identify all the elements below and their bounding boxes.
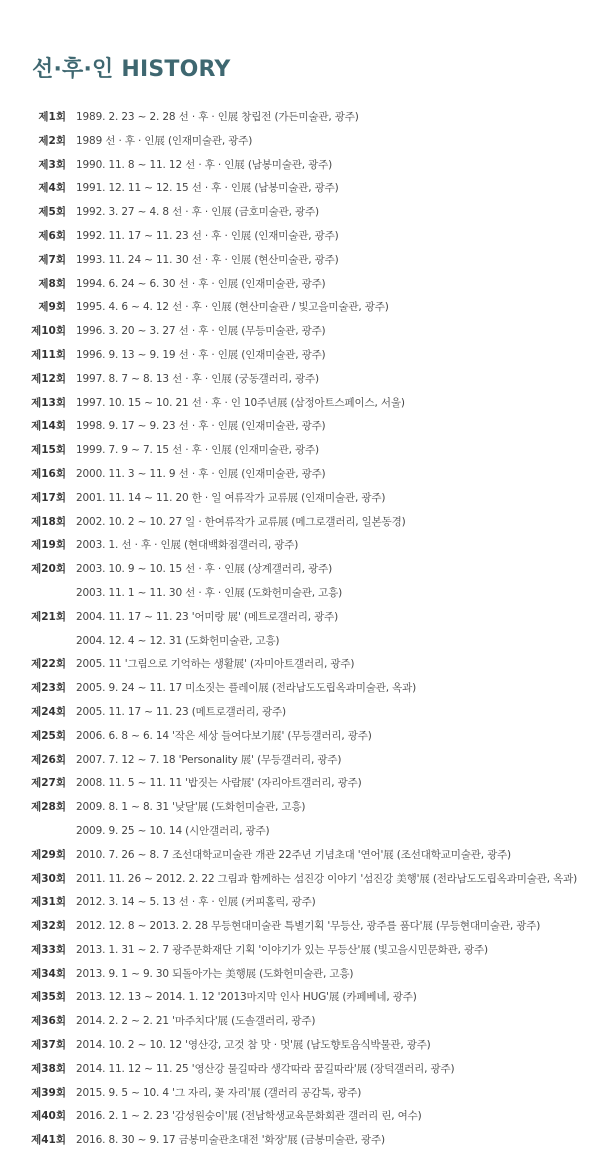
page-title: 선·후·인 HISTORY xyxy=(32,57,231,82)
history-row xyxy=(0,415,600,439)
exhibition-number: 제6회 xyxy=(38,229,66,242)
history-row xyxy=(0,511,600,535)
exhibition-number: 제27회 xyxy=(31,777,66,790)
history-row xyxy=(0,463,600,487)
history-row xyxy=(0,820,600,844)
exhibition-number: 제28회 xyxy=(31,801,66,814)
exhibition-number: 제1회 xyxy=(38,111,66,123)
exhibition-number: 제41회 xyxy=(31,1134,66,1147)
history-row xyxy=(0,1010,600,1034)
exhibition-detail: 2015. 9. 5 ~ 10. 4 '그 자리, 꽃 자리'展 (갤러리 공감톡, 광주) xyxy=(76,1086,362,1099)
exhibition-detail: 2014. 10. 2 ~ 10. 12 '영산강, 고것 참 맛 · 멋'展 (남도향토음식박물관, 광주) xyxy=(76,1039,431,1052)
exhibition-number: 제26회 xyxy=(31,753,66,766)
history-row xyxy=(0,130,600,154)
exhibition-detail: 2006. 6. 8 ~ 6. 14 '작은 세상 들여다보기展' (무등갤러리, 광주) xyxy=(76,729,372,742)
history-row xyxy=(0,368,600,392)
history-row xyxy=(0,273,600,297)
exhibition-number: 제19회 xyxy=(31,539,66,552)
exhibition-number: 제13회 xyxy=(31,396,66,409)
exhibition-detail: 2012. 3. 14 ~ 5. 13 선 · 후 · 인展 (커피홀릭, 광주) xyxy=(76,896,316,909)
exhibition-number: 제9회 xyxy=(38,301,66,314)
exhibition-number: 제15회 xyxy=(31,444,66,457)
history-row xyxy=(0,1082,600,1106)
exhibition-detail: 1989. 2. 23 ~ 2. 28 선 · 후 · 인展 창립전 (가든미술관, 광주) xyxy=(76,111,359,123)
exhibition-number: 제40회 xyxy=(31,1110,66,1123)
exhibition-number: 제37회 xyxy=(31,1039,66,1052)
history-row xyxy=(0,606,600,630)
exhibition-detail: 2005. 9. 24 ~ 11. 17 미소짓는 플레이展 (전라남도도립옥과미술관, 옥과) xyxy=(76,682,417,695)
exhibition-detail: 1997. 8. 7 ~ 8. 13 선 · 후 · 인展 (궁동갤러리, 광주) xyxy=(76,372,319,385)
history-row xyxy=(0,796,600,820)
exhibition-number: 제18회 xyxy=(31,515,66,528)
exhibition-number: 제12회 xyxy=(31,372,66,385)
exhibition-detail: 1991. 12. 11 ~ 12. 15 선 · 후 · 인展 (남봉미술관, 광주) xyxy=(76,182,339,195)
exhibition-detail: 1997. 10. 15 ~ 10. 21 선 · 후 · 인 10주년展 (삼정아트스페이스, 서울) xyxy=(76,396,405,409)
history-row xyxy=(0,653,600,677)
exhibition-number: 제10회 xyxy=(31,325,66,338)
exhibition-number: 제39회 xyxy=(31,1086,66,1099)
history-row xyxy=(0,725,600,749)
exhibition-number: 제17회 xyxy=(31,491,66,504)
history-row xyxy=(0,677,600,701)
exhibition-number: 제2회 xyxy=(38,134,66,147)
history-row xyxy=(0,154,600,178)
exhibition-number: 제32회 xyxy=(31,920,66,933)
history-list xyxy=(0,106,600,1153)
exhibition-detail: 2013. 12. 13 ~ 2014. 1. 12 '2013마지막 인사 HUG'展 (카페베네, 광주) xyxy=(76,991,417,1004)
exhibition-detail: 2014. 11. 12 ~ 11. 25 '영산강 물길따라 생각따라 꿈길따라'展 (장덕갤러리, 광주) xyxy=(76,1062,455,1075)
exhibition-number: 제3회 xyxy=(38,158,66,171)
exhibition-detail: 2005. 11 '그림으로 기억하는 생활展' (자미아트갤러리, 광주) xyxy=(76,658,355,671)
exhibition-number: 제21회 xyxy=(31,610,66,623)
exhibition-detail: 2014. 2. 2 ~ 2. 21 '마주치다'展 (도솔갤러리, 광주) xyxy=(76,1015,316,1028)
history-row xyxy=(0,844,600,868)
history-row xyxy=(0,939,600,963)
exhibition-detail: 2011. 11. 26 ~ 2012. 2. 22 그림과 함께하는 섬진강 이야기 '섬진강 美행'展 (전라남도도립옥과미술관, 옥과) xyxy=(76,872,578,885)
exhibition-detail: 2005. 11. 17 ~ 11. 23 (메트로갤러리, 광주) xyxy=(76,705,286,718)
history-row xyxy=(0,986,600,1010)
history-row xyxy=(0,701,600,725)
exhibition-number: 제24회 xyxy=(31,705,66,718)
exhibition-number: 제35회 xyxy=(31,991,66,1004)
exhibition-number: 제16회 xyxy=(31,467,66,480)
exhibition-detail: 1992. 3. 27 ~ 4. 8 선 · 후 · 인展 (금호미술관, 광주) xyxy=(76,206,319,219)
exhibition-detail: 2016. 2. 1 ~ 2. 23 '감성원숭이'展 (전남학생교육문화회관 갤러리 린, 여수) xyxy=(76,1110,422,1123)
exhibition-detail: 1993. 11. 24 ~ 11. 30 선 · 후 · 인展 (현산미술관, 광주) xyxy=(76,253,339,266)
exhibition-number: 제31회 xyxy=(31,896,66,909)
exhibition-detail: 2007. 7. 12 ~ 7. 18 'Personality 展' (무등갤러리, 광주) xyxy=(76,753,342,766)
exhibition-number: 제7회 xyxy=(38,253,66,266)
history-row xyxy=(0,249,600,273)
exhibition-number: 제33회 xyxy=(31,943,66,956)
exhibition-detail: 1994. 6. 24 ~ 6. 30 선 · 후 · 인展 (인재미술관, 광주) xyxy=(76,277,326,290)
exhibition-detail: 2016. 8. 30 ~ 9. 17 금봉미술관초대전 '화장'展 (금봉미술관, 광주) xyxy=(76,1134,385,1147)
history-row xyxy=(0,558,600,582)
history-row xyxy=(0,106,600,130)
history-row xyxy=(0,201,600,225)
exhibition-number: 제25회 xyxy=(31,729,66,742)
history-row xyxy=(0,1105,600,1129)
exhibition-number: 제5회 xyxy=(38,206,66,219)
exhibition-detail: 2009. 8. 1 ~ 8. 31 '낮달'展 (도화헌미술관, 고흥) xyxy=(76,801,306,814)
history-row xyxy=(0,582,600,606)
history-row xyxy=(0,1058,600,1082)
history-row xyxy=(0,868,600,892)
exhibition-detail: 1990. 11. 8 ~ 11. 12 선 · 후 · 인展 (남봉미술관, 광주) xyxy=(76,158,333,171)
exhibition-number: 제30회 xyxy=(31,872,66,885)
history-row xyxy=(0,963,600,987)
exhibition-detail: 1992. 11. 17 ~ 11. 23 선 · 후 · 인展 (인재미술관, 광주) xyxy=(76,229,339,242)
exhibition-detail: 2013. 9. 1 ~ 9. 30 되돌아가는 美행展 (도화헌미술관, 고흥) xyxy=(76,967,354,980)
exhibition-detail: 2002. 10. 2 ~ 10. 27 일 · 한여류작가 교류展 (메그로갤러리, 일본동경) xyxy=(76,515,406,528)
exhibition-number: 제36회 xyxy=(31,1015,66,1028)
exhibition-detail: 1995. 4. 6 ~ 4. 12 선 · 후 · 인展 (현산미술관 / 빛고을미술관, 광주) xyxy=(76,301,389,314)
exhibition-number: 제22회 xyxy=(31,658,66,671)
exhibition-number: 제34회 xyxy=(31,967,66,980)
history-row xyxy=(0,177,600,201)
exhibition-number: 제20회 xyxy=(31,563,66,576)
history-row xyxy=(0,1034,600,1058)
history-row xyxy=(0,534,600,558)
history-row xyxy=(0,320,600,344)
exhibition-detail: 2004. 12. 4 ~ 12. 31 (도화헌미술관, 고흥) xyxy=(76,634,280,647)
history-row xyxy=(0,891,600,915)
history-row xyxy=(0,630,600,654)
history-row xyxy=(0,344,600,368)
exhibition-detail: 2001. 11. 14 ~ 11. 20 한 · 일 여류작가 교류展 (인재미술관, 광주) xyxy=(76,491,386,504)
history-row xyxy=(0,772,600,796)
history-row xyxy=(0,225,600,249)
exhibition-number: 제11회 xyxy=(31,348,66,361)
exhibition-number: 제38회 xyxy=(31,1062,66,1075)
exhibition-number: 제4회 xyxy=(38,182,66,195)
history-row xyxy=(0,749,600,773)
exhibition-detail: 2003. 1. 선 · 후 · 인展 (현대백화점갤러리, 광주) xyxy=(76,539,299,552)
exhibition-detail: 1999. 7. 9 ~ 7. 15 선 · 후 · 인展 (인재미술관, 광주) xyxy=(76,444,319,457)
exhibition-detail: 2003. 10. 9 ~ 10. 15 선 · 후 · 인展 (상계갤러리, 광주) xyxy=(76,563,333,576)
exhibition-detail: 1989 선 · 후 · 인展 (인재미술관, 광주) xyxy=(76,134,253,147)
exhibition-detail: 2008. 11. 5 ~ 11. 11 '밥짓는 사람展' (자리아트갤러리, 광주) xyxy=(76,777,362,790)
exhibition-number: 제8회 xyxy=(38,277,66,290)
exhibition-number: 제23회 xyxy=(31,682,66,695)
exhibition-detail: 2003. 11. 1 ~ 11. 30 선 · 후 · 인展 (도화헌미술관, 고흥) xyxy=(76,586,343,599)
history-row xyxy=(0,392,600,416)
exhibition-detail: 2013. 1. 31 ~ 2. 7 광주문화재단 기획 '이야기가 있는 무등산'展 (빛고을시민문화관, 광주) xyxy=(76,943,488,956)
history-row xyxy=(0,439,600,463)
exhibition-number: 제29회 xyxy=(31,848,66,861)
history-row xyxy=(0,296,600,320)
exhibition-number: 제14회 xyxy=(31,420,66,433)
history-row xyxy=(0,1129,600,1153)
history-row xyxy=(0,487,600,511)
exhibition-detail: 1998. 9. 17 ~ 9. 23 선 · 후 · 인展 (인재미술관, 광주) xyxy=(76,420,326,433)
exhibition-detail: 1996. 9. 13 ~ 9. 19 선 · 후 · 인展 (인재미술관, 광주) xyxy=(76,348,326,361)
exhibition-detail: 2004. 11. 17 ~ 11. 23 '어미랑 展' (메트로갤러리, 광주) xyxy=(76,610,339,623)
exhibition-detail: 1996. 3. 20 ~ 3. 27 선 · 후 · 인展 (무등미술관, 광주) xyxy=(76,325,326,338)
exhibition-detail: 2000. 11. 3 ~ 11. 9 선 · 후 · 인展 (인재미술관, 광주) xyxy=(76,467,326,480)
exhibition-detail: 2012. 12. 8 ~ 2013. 2. 28 무등현대미술관 특별기획 '무등산, 광주를 품다'展 (무등현대미술관, 광주) xyxy=(76,920,541,933)
history-row xyxy=(0,915,600,939)
exhibition-detail: 2010. 7. 26 ~ 8. 7 조선대학교미술관 개관 22주년 기념초대 '연어'展 (조선대학교미술관, 광주) xyxy=(76,848,512,861)
exhibition-detail: 2009. 9. 25 ~ 10. 14 (시안갤러리, 광주) xyxy=(76,824,270,837)
